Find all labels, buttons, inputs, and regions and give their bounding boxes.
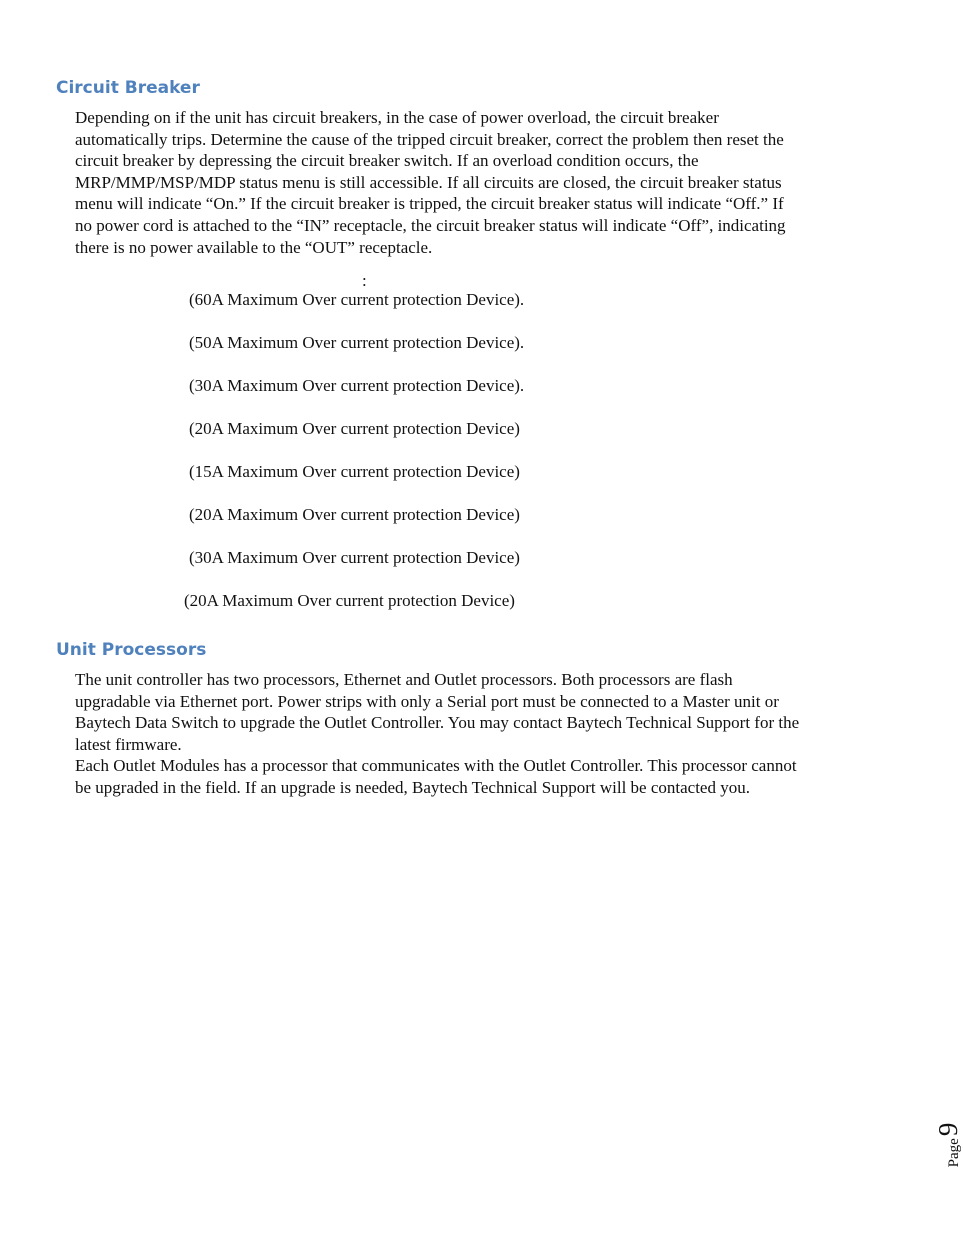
unit-processors-heading: Unit Processors: [56, 640, 207, 660]
paragraph-line: no power cord is attached to the “IN” receptacle, the circuit breaker status will indicate “Off”, indicating: [75, 215, 786, 235]
spec-item: (50A Maximum Over current protection Device).: [189, 333, 525, 352]
circuit-breaker-heading: Circuit Breaker: [56, 78, 200, 98]
paragraph-line: circuit breaker by depressing the circuit breaker switch. If an overload condition occurs, the: [75, 151, 699, 171]
paragraph-line: menu will indicate “On.” If the circuit breaker is tripped, the circuit breaker status will indicate “Off.” If: [75, 194, 784, 214]
paragraph-line: upgradable via Ethernet port. Power strips with only a Serial port must be connected to a Master unit or: [75, 691, 779, 711]
page-number-value: 9: [933, 1122, 963, 1137]
page-word: Page: [946, 1138, 962, 1168]
spec-item: (20A Maximum Over current protection Device): [189, 505, 520, 524]
paragraph-line: latest firmware.: [75, 734, 182, 754]
spec-item: (30A Maximum Over current protection Device).: [189, 376, 525, 395]
paragraph-line: there is no power available to the “OUT” receptacle.: [75, 237, 433, 257]
spec-list-colon: :: [362, 271, 367, 290]
page-number: [892, 1122, 962, 1168]
paragraph-line: The unit controller has two processors, Ethernet and Outlet processors. Both processors are flash: [75, 670, 733, 689]
spec-item: (60A Maximum Over current protection Device).: [189, 290, 525, 309]
unit-processors-paragraph: [75, 669, 885, 799]
spec-item: (20A Maximum Over current protection Device): [189, 419, 520, 438]
spec-item: (15A Maximum Over current protection Device): [189, 462, 520, 481]
circuit-breaker-paragraph: [75, 107, 875, 258]
spec-item: (20A Maximum Over current protection Device): [184, 591, 515, 610]
paragraph-line: Baytech Data Switch to upgrade the Outlet Controller. You may contact Baytech Technical Support for the: [75, 713, 800, 733]
paragraph-line: Depending on if the unit has circuit breakers, in the case of power overload, the circuit breaker: [75, 108, 719, 127]
paragraph-line: automatically trips. Determine the cause of the tripped circuit breaker, correct the problem then reset the: [75, 129, 784, 149]
paragraph-line: Each Outlet Modules has a processor that communicates with the Outlet Controller. This processor cannot: [75, 756, 797, 776]
paragraph-line: be upgraded in the field. If an upgrade is needed, Baytech Technical Support will be contacted you.: [75, 777, 750, 797]
paragraph-line: MRP/MMP/MSP/MDP status menu is still accessible. If all circuits are closed, the circuit breaker status: [75, 172, 782, 192]
spec-item: (30A Maximum Over current protection Device): [189, 548, 520, 567]
